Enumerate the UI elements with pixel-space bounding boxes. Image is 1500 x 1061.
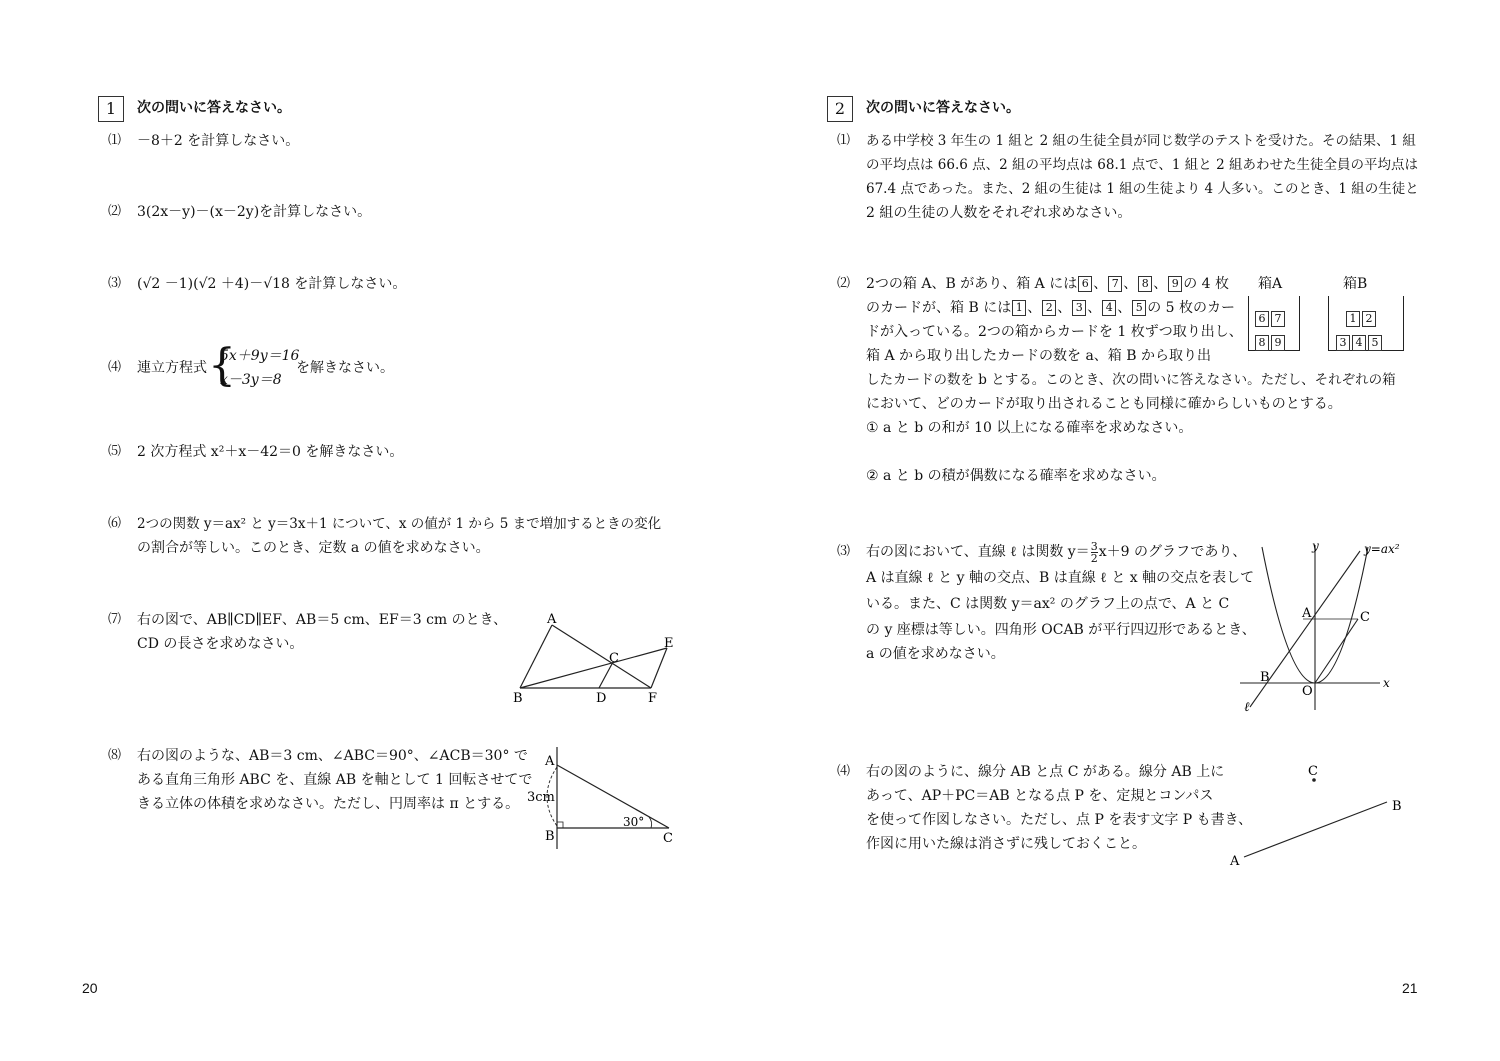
box-b-label: 箱B (1343, 276, 1368, 292)
question-text: の平均点は 66.6 点、2 組の平均点は 68.1 点で、1 組と 2 組あわせた生徒全員の平均点は (866, 157, 1418, 173)
box-b (1328, 296, 1404, 351)
card: 2 (1362, 311, 1376, 327)
label-d: D (596, 691, 607, 706)
box-a (1248, 296, 1300, 351)
card: 3 (1072, 300, 1086, 316)
card: 6 (1078, 276, 1092, 292)
card: 9 (1168, 276, 1182, 292)
question-text: いる。また、C は関数 y＝ax² のグラフ上の点で、A と C (866, 596, 1230, 612)
question-text: を使って作図しなさい。ただし、点 P を表す文字 P も書き、 (866, 812, 1253, 828)
question-text: 67.4 点であった。また、2 組の生徒は 1 組の生徒より 4 人多い。このとき、1 組の生徒と (866, 181, 1419, 197)
card: 1 (1012, 300, 1026, 316)
equation: 5x＋9y＝16 (220, 348, 300, 364)
question-text: 2 組の生徒の人数をそれぞれ求めなさい。 (866, 205, 1132, 221)
question-text: 3(2x－y)－(x－2y)を計算しなさい。 (137, 204, 372, 220)
page-number: 21 (1402, 980, 1418, 996)
card: 9 (1271, 335, 1285, 351)
card: 2 (1042, 300, 1056, 316)
label-c: C (609, 651, 619, 666)
label-a: A (1230, 854, 1240, 869)
box-a-label: 箱A (1258, 276, 1283, 292)
question-text: 作図に用いた線は消さずに残しておくこと。 (866, 836, 1146, 852)
question-text: 2つの箱 A、B があり、箱 A には 6 、 7 、 8 、 9 の 4 枚 (866, 276, 1230, 292)
question-number: ⑵ (108, 204, 122, 219)
card: 5 (1368, 335, 1382, 351)
question-number: ⑹ (108, 516, 122, 531)
section-number: 1 (98, 96, 124, 122)
question-number: ⑶ (108, 276, 122, 291)
section-title: 次の問いに答えなさい。 (137, 100, 291, 116)
label-c: C (1308, 764, 1318, 779)
label-length: 3cm (527, 790, 555, 805)
label-b: B (1260, 670, 1270, 685)
question-number: ⑴ (837, 133, 851, 148)
label-a: A (545, 754, 555, 769)
card: 4 (1102, 300, 1116, 316)
card: 5 (1132, 300, 1146, 316)
label-a: A (547, 612, 557, 627)
parallel-lines-figure (505, 605, 685, 710)
card: 1 (1346, 311, 1360, 327)
question-text: 連立方程式 (137, 360, 207, 376)
card: 7 (1108, 276, 1122, 292)
segment-figure (1222, 755, 1422, 875)
page-number: 20 (82, 980, 98, 996)
question-text: あって、AP＋PC＝AB となる点 P を、定規とコンパス (866, 788, 1214, 804)
card: 4 (1352, 335, 1366, 351)
label-o: O (1302, 684, 1313, 699)
label-b: B (1392, 799, 1402, 814)
question-text: ドが入っている。2つの箱からカードを 1 枚ずつ取り出し、 (866, 324, 1243, 340)
question-number: ⑴ (108, 133, 122, 148)
label-c: C (1360, 610, 1370, 625)
question-text: きる立体の体積を求めなさい。ただし、円周率は π とする。 (137, 796, 520, 812)
question-text: A は直線 ℓ と y 軸の交点、B は直線 ℓ と x 軸の交点を表して (866, 570, 1255, 586)
label-curve: y=ax² (1364, 542, 1400, 556)
question-text: 2 次方程式 x²＋x－42＝0 を解きなさい。 (137, 444, 404, 460)
question-text: ある中学校 3 年生の 1 組と 2 組の生徒全員が同じ数学のテストを受けた。その結果、1 組 (866, 133, 1416, 149)
label-angle: 30° (623, 815, 645, 829)
question-text: a の値を求めなさい。 (866, 646, 1005, 662)
sub-question: ② a と b の積が偶数になる確率を求めなさい。 (866, 468, 1166, 484)
question-text: (√2 －1)(√2 ＋4)－√18 を計算しなさい。 (137, 276, 407, 292)
question-text: 右の図のように、線分 AB と点 C がある。線分 AB 上に (866, 764, 1225, 780)
label-f: F (648, 691, 658, 706)
boxes-figure (1248, 272, 1408, 362)
question-text: において、どのカードが取り出されることも同様に確からしいものとする。 (866, 396, 1342, 412)
question-text: の y 座標は等しい。四角形 OCAB が平行四辺形であるとき、 (866, 622, 1256, 638)
equation: x－3y＝8 (220, 372, 282, 388)
label-b: B (545, 829, 555, 844)
question-number: ⑻ (108, 748, 122, 763)
question-text: －8＋2 を計算しなさい。 (137, 133, 300, 149)
section-number: 2 (827, 96, 853, 122)
question-text: 箱 A から取り出したカードの数を a、箱 B から取り出 (866, 348, 1211, 364)
section-title: 次の問いに答えなさい。 (866, 100, 1020, 116)
card: 7 (1271, 311, 1285, 327)
label-b: B (513, 691, 523, 706)
card: 3 (1336, 335, 1350, 351)
question-text: CD の長さを求めなさい。 (137, 636, 304, 652)
question-text: 右の図のような、AB＝3 cm、∠ABC＝90°、∠ACB＝30° で (137, 748, 528, 764)
question-text: のカードが、箱 B には 1 、 2 、 3 、 4 、 5 の 5 枚のカー (866, 300, 1236, 316)
question-number: ⑶ (837, 544, 851, 559)
question-number: ⑸ (108, 444, 122, 459)
brace-icon: { (208, 340, 236, 391)
card: 8 (1255, 335, 1269, 351)
question-number: ⑵ (837, 276, 851, 291)
label-x: x (1383, 676, 1390, 690)
label-c: C (663, 831, 673, 846)
question-text: ある直角三角形 ABC を、直線 AB を軸として 1 回転させてで (137, 772, 533, 788)
question-text: 右の図で、AB∥CD∥EF、AB＝5 cm、EF＝3 cm のとき、 (137, 612, 508, 628)
question-text: を解きなさい。 (296, 360, 394, 376)
question-text: の割合が等しい。このとき、定数 a の値を求めなさい。 (137, 540, 490, 556)
right-triangle-figure (525, 745, 685, 855)
question-number: ⑺ (108, 612, 122, 627)
question-text: したカードの数を b とする。このとき、次の問いに答えなさい。ただし、それぞれの箱 (866, 372, 1396, 388)
parabola-graph-figure (1240, 535, 1440, 720)
question-text: 右の図において、直線 ℓ は関数 y＝ $\frac{3}{2}$ x＋9 のグラフであり、 (866, 539, 1247, 565)
question-number: ⑷ (108, 360, 122, 375)
question-number: ⑷ (837, 764, 851, 779)
label-a: A (1302, 606, 1312, 621)
question-text: 2つの関数 y＝ax² と y＝3x＋1 について、x の値が 1 から 5 まで増加するときの変化 (137, 516, 662, 532)
label-l: ℓ (1244, 700, 1250, 715)
card: 8 (1138, 276, 1152, 292)
sub-question: ① a と b の和が 10 以上になる確率を求めなさい。 (866, 420, 1193, 436)
card: 6 (1255, 311, 1269, 327)
label-y: y (1312, 539, 1319, 553)
label-e: E (664, 636, 674, 651)
